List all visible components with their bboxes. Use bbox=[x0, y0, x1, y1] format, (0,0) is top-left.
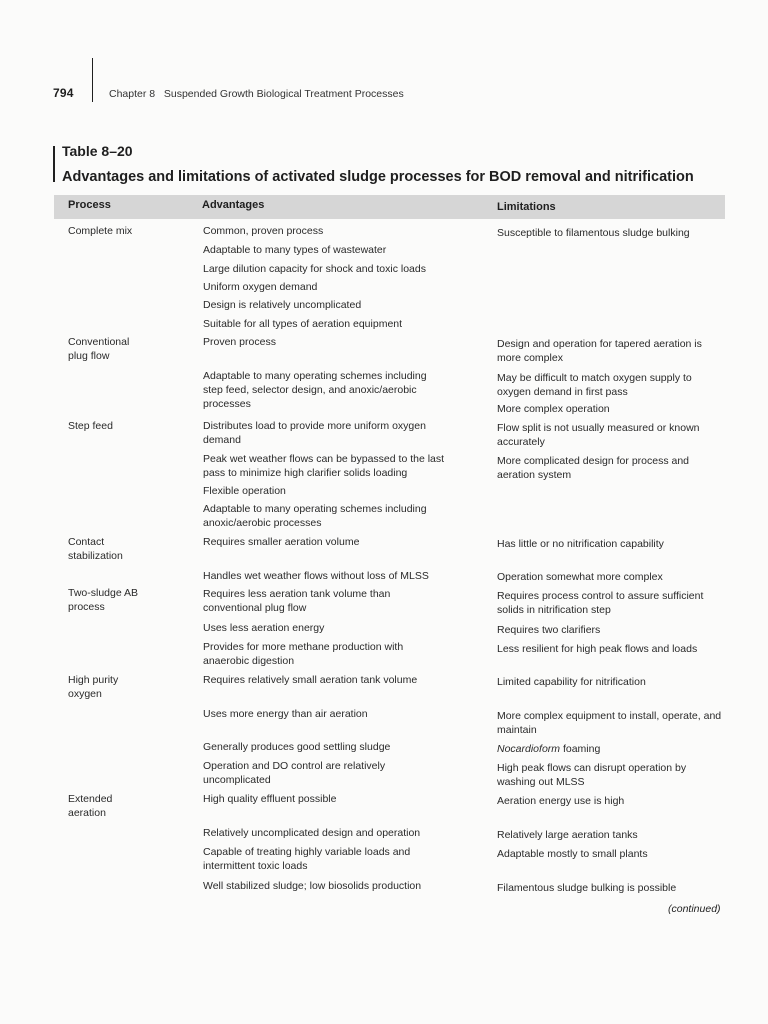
limitation-cell: Flow split is not usually measured or known accurately bbox=[497, 422, 700, 448]
running-head bbox=[0, 0, 768, 120]
nocardioform-term: Nocardioform bbox=[497, 743, 561, 755]
advantage-cell: Large dilution capacity for shock and toxic loads bbox=[203, 263, 426, 275]
process-cell: Contact stabilization bbox=[68, 536, 123, 562]
caption-rule bbox=[53, 146, 55, 182]
limitation-cell: May be difficult to match oxygen supply to oxygen demand in first pass bbox=[497, 372, 692, 398]
advantage-cell: Uses more energy than air aeration bbox=[203, 708, 368, 720]
header-divider bbox=[92, 58, 93, 102]
table-header-row bbox=[54, 195, 725, 219]
advantage-cell: Handles wet weather flows without loss of MLSS bbox=[203, 570, 429, 582]
column-header-process: Process bbox=[68, 199, 111, 211]
process-cell: Conventional plug flow bbox=[68, 336, 130, 362]
advantage-cell: Suitable for all types of aeration equipment bbox=[203, 318, 403, 330]
column-header-advantages: Advantages bbox=[202, 199, 265, 211]
advantage-cell: Well stabilized sludge; low biosolids production bbox=[203, 880, 422, 892]
limitation-cell: Limited capability for nitrification bbox=[497, 676, 646, 688]
limitation-cell: Aeration energy use is high bbox=[497, 795, 625, 807]
advantage-cell: Requires smaller aeration volume bbox=[203, 536, 360, 548]
page-number: 794 bbox=[53, 86, 74, 100]
limitation-cell: More complex operation bbox=[497, 403, 610, 415]
limitation-cell: More complex equipment to install, operate, and maintain bbox=[497, 710, 722, 736]
limitation-cell bbox=[497, 742, 727, 756]
limitation-cell: Design and operation for tapered aeration is more complex bbox=[497, 338, 702, 364]
advantage-cell: Requires relatively small aeration tank volume bbox=[203, 674, 418, 686]
advantage-cell: Operation and DO control are relatively uncomplicated bbox=[203, 760, 386, 786]
advantage-cell: Uniform oxygen demand bbox=[203, 281, 318, 293]
column-header-limitations: Limitations bbox=[497, 201, 556, 213]
chapter-running-title: Chapter 8 Suspended Growth Biological Treatment Processes bbox=[109, 88, 404, 100]
limitation-cell: More complicated design for process and aeration system bbox=[497, 455, 690, 481]
limitation-cell: Filamentous sludge bulking is possible bbox=[497, 882, 677, 894]
table-number: Table 8–20 bbox=[62, 143, 133, 159]
advantage-cell: Peak wet weather flows can be bypassed to the last pass to minimize high clarifier solids loading bbox=[203, 453, 445, 479]
limitation-cell: Requires process control to assure sufficient solids in nitrification step bbox=[497, 590, 704, 616]
advantage-cell: Requires less aeration tank volume than conventional plug flow bbox=[203, 588, 391, 614]
advantage-cell: Adaptable to many types of wastewater bbox=[203, 244, 387, 256]
advantage-cell: Flexible operation bbox=[203, 485, 286, 497]
limitation-cell: High peak flows can disrupt operation by washing out MLSS bbox=[497, 762, 687, 788]
limitation-cell: Susceptible to filamentous sludge bulking bbox=[497, 227, 690, 239]
advantage-cell: Relatively uncomplicated design and operation bbox=[203, 827, 421, 839]
continued-note: (continued) bbox=[668, 903, 721, 915]
limitation-cell: Relatively large aeration tanks bbox=[497, 829, 638, 841]
advantage-cell: Design is relatively uncomplicated bbox=[203, 299, 362, 311]
advantage-cell: High quality effluent possible bbox=[203, 793, 337, 805]
limitation-cell: Operation somewhat more complex bbox=[497, 571, 663, 583]
advantage-cell: Generally produces good settling sludge bbox=[203, 741, 391, 753]
advantage-cell: Common, proven process bbox=[203, 225, 324, 237]
table-title: Advantages and limitations of activated sludge processes for BOD removal and nitrification bbox=[62, 169, 694, 185]
limitation-cell: Requires two clarifiers bbox=[497, 624, 601, 636]
limitation-cell: Has little or no nitrification capability bbox=[497, 538, 664, 550]
advantage-cell: Adaptable to many operating schemes including anoxic/aerobic processes bbox=[203, 503, 427, 529]
advantage-cell: Provides for more methane production with anaerobic digestion bbox=[203, 641, 404, 667]
advantage-cell: Uses less aeration energy bbox=[203, 622, 325, 634]
foaming-text: foaming bbox=[562, 743, 601, 755]
advantage-cell: Capable of treating highly variable loads and intermittent toxic loads bbox=[203, 846, 411, 872]
process-cell: High purity oxygen bbox=[68, 674, 119, 700]
limitation-cell: Adaptable mostly to small plants bbox=[497, 848, 648, 860]
limitation-cell: Less resilient for high peak flows and loads bbox=[497, 643, 698, 655]
advantage-cell: Proven process bbox=[203, 336, 276, 348]
process-cell: Step feed bbox=[68, 420, 113, 432]
advantage-cell: Adaptable to many operating schemes including step feed, selector design, and anoxic/aerobic processes bbox=[203, 370, 427, 410]
process-cell: Extended aeration bbox=[68, 793, 113, 819]
process-cell: Two-sludge AB process bbox=[68, 587, 139, 613]
advantage-cell: Distributes load to provide more uniform oxygen demand bbox=[203, 420, 426, 446]
process-cell: Complete mix bbox=[68, 225, 133, 237]
